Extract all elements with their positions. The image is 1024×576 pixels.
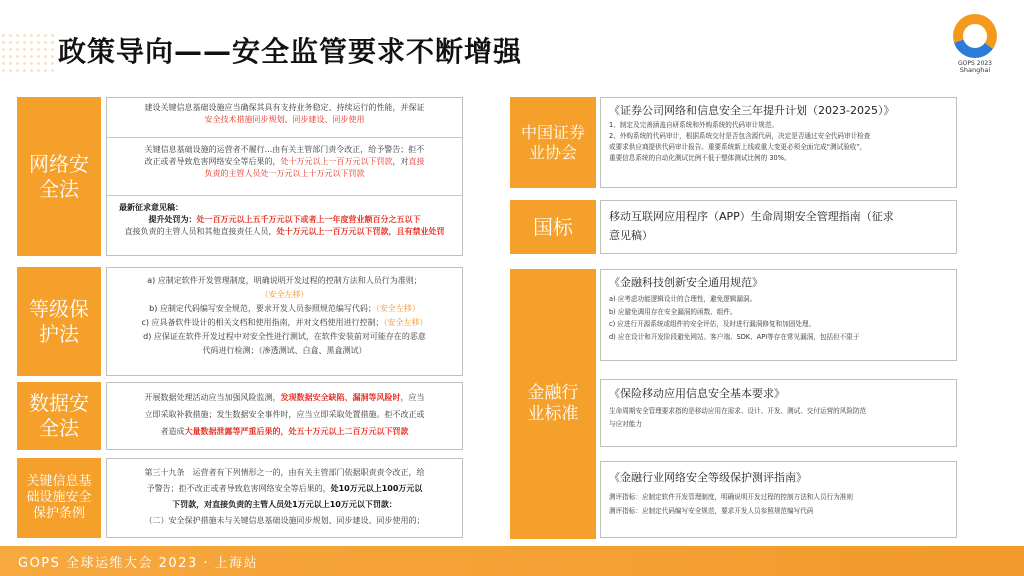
national-standard-title-line1: 移动互联网应用程序（APP）生命周期安全管理指南（征求	[609, 210, 894, 223]
nsl-para-3	[107, 196, 462, 238]
classified-protection-box	[106, 267, 463, 376]
text-line: 关键信息基础设施的运营者不履行...由有关主管部门责令改正，给予警告；拒不	[144, 145, 425, 154]
text-span: 大量数据泄露等严重后果的，处五十万元以上二百万元以下罚款	[184, 427, 409, 436]
text-line: 测评指标：应制定代码编写安全规范，要求开发人员参照规范编写代码	[609, 507, 814, 515]
finance-eval-content	[609, 490, 956, 518]
label-data-security-law: 数据安全法	[17, 382, 101, 450]
text-span: 直接负责的主管人员和其他直接责任人员，	[124, 227, 277, 236]
text-span: ，应当	[400, 393, 425, 402]
text-span: 处十万元以上一百万元以下罚款	[280, 157, 393, 166]
text-line: a) 应考虑功能逻辑设计的合理性，避免逻辑漏洞。	[609, 295, 757, 303]
text-line: 测评指标：应制定软件开发管理制度，明确说明开发过程的控制方法和人员行为准则	[609, 493, 853, 501]
insurance-app-security-box	[600, 379, 957, 447]
cii-content	[107, 465, 462, 529]
text-line: 与应对能力	[609, 420, 642, 428]
text-span: 予警告；拒不改正或者导致危害网络安全等后果的，	[146, 484, 331, 493]
label-securities-association: 中国证券业协会	[510, 97, 596, 188]
footer-text: GOPS 全球运维大会 2023 · 上海站	[18, 556, 259, 571]
text-line: 代码进行检测；（渗透测试、白盒、黑盒测试）	[202, 346, 367, 355]
national-standard-box	[600, 200, 957, 254]
finance-eval-title: 《金融行业网络安全等级保护测评指南》	[609, 471, 807, 484]
label-network-security-law: 网络安全法	[17, 97, 101, 256]
text-span: ，对	[392, 157, 409, 166]
text-span: 提升处罚为：	[148, 215, 197, 224]
text-line: 重要信息系统的自动化测试比例不低于整体测试比例的 30%。	[609, 154, 791, 162]
finance-classified-eval-box	[600, 461, 957, 538]
data-security-law-box	[106, 382, 463, 450]
text-span: 改正或者导致危害网络安全等后果的，	[144, 157, 281, 166]
national-standard-title-line2: 意见稿）	[609, 229, 653, 242]
logo-year: GOPS 2023	[958, 60, 992, 67]
dot-pattern-decoration	[0, 32, 56, 76]
securities-plan-title: 《证券公司网络和信息安全三年提升计划（2023-2025）》	[609, 104, 895, 117]
gops-logo-icon	[953, 14, 997, 58]
text-line: 生命周期安全管理要求指的是移动应用在需求、设计、开发、测试、交付运营的风险防范	[609, 407, 867, 415]
text-line: 立即采取补救措施；发生数据安全事件时，应当立即采取处置措施。拒不改正或	[144, 410, 425, 419]
label-cii-regulation: 关键信息基础设施安全保护条例	[17, 458, 101, 538]
securities-plan-content	[609, 120, 956, 164]
text-line: a) 应制定软件开发管理制度，明确说明开发过程的控制方法和人员行为准则；	[147, 276, 422, 285]
text-span: b) 应制定代码编写安全规范，要求开发人员参照规范编写代码；	[149, 304, 376, 313]
network-security-law-box	[106, 97, 463, 256]
text-line: d) 应在设计和开发阶段避免网站、客户端、SDK、API等存在常见漏洞，包括但不限于	[609, 332, 860, 341]
text-span: （安全左移）	[375, 304, 420, 313]
cii-regulation-box	[106, 458, 463, 538]
text-line: 建设关键信息基础设施应当确保其具有支持业务稳定、持续运行的性能，并保证	[144, 103, 425, 112]
text-line: 或要求供应商提供代码审计报告。重要系统新上线或重大变更必须全面完成“测试验收”，	[609, 143, 867, 151]
fintech-security-spec-box	[600, 269, 957, 361]
gops-logo	[940, 14, 1010, 86]
text-line: 安全技术措施同步规划、同步建设、同步使用	[204, 115, 365, 124]
text-span: （安全左移）	[383, 318, 428, 327]
cp-content	[107, 274, 462, 358]
text-span: 开展数据处理活动应当加强风险监测，	[144, 393, 281, 402]
text-line: b) 应避免调用存在安全漏洞的函数、组件。	[609, 307, 737, 316]
dsl-content	[107, 389, 462, 440]
label-finance-industry-standard: 金融行业标准	[510, 269, 596, 539]
label-classified-protection: 等级保护法	[17, 267, 101, 376]
securities-plan-box	[600, 97, 957, 188]
text-span: 处十万元以上一百万元以下罚款，且有禁业处罚	[276, 227, 445, 236]
text-span: c) 应具备软件设计的相关文档和使用指南，并对文档使用进行控制；	[141, 318, 384, 327]
text-line: d) 应保证在软件开发过程中对安全性进行测试，在软件安装前对可能存在的恶意	[143, 332, 426, 341]
text-line: 最新征求意见稿：	[119, 203, 183, 212]
text-line: 第三十九条 运营者有下列情形之一的，由有关主管部门依据职责责令改正，给	[144, 468, 425, 477]
footer-bar	[0, 546, 1024, 576]
text-span: 处一百万元以上五千万元以下或者上一年度营业额百分之五以下	[196, 215, 421, 224]
text-line: 2、外购系统的代码审计，根据系统交付是否包含源代码，决定是否通过安全代码审计检查	[609, 132, 871, 140]
text-span: 直接	[408, 157, 425, 166]
text-span: 处10万元以上100万元以	[330, 484, 423, 493]
text-line: 下罚款，对直接负责的主管人员处1万元以上10万元以下罚款：	[172, 500, 397, 509]
text-span: 发现数据安全缺陷、漏洞等风险时	[280, 393, 401, 402]
insurance-app-title: 《保险移动应用信息安全基本要求》	[609, 387, 785, 400]
insurance-app-content	[609, 405, 956, 431]
text-span: 者造成	[160, 427, 185, 436]
text-line: 负责的主管人员处一万元以上十万元以下罚款	[204, 169, 365, 178]
page-title: 政策导向——安全监管要求不断增强	[58, 35, 523, 68]
nsl-para-1	[107, 98, 462, 138]
fintech-spec-title: 《金融科技创新安全通用规范》	[609, 276, 763, 289]
logo-city: Shanghai	[959, 66, 991, 74]
text-line: （安全左移）	[260, 290, 309, 299]
text-line: （二）安全保护措施未与关键信息基础设施同步规划、同步建设、同步使用的；	[144, 516, 425, 525]
nsl-para-2	[107, 138, 462, 196]
label-national-standard: 国标	[510, 200, 596, 254]
text-line: c) 应进行开源系统或组件的安全评估，及时进行漏洞修复和加固处理。	[609, 320, 816, 328]
text-line: 1、制定及完善涵盖自研系统和外购系统的代码审计规范。	[609, 121, 779, 129]
fintech-spec-content	[609, 293, 956, 343]
